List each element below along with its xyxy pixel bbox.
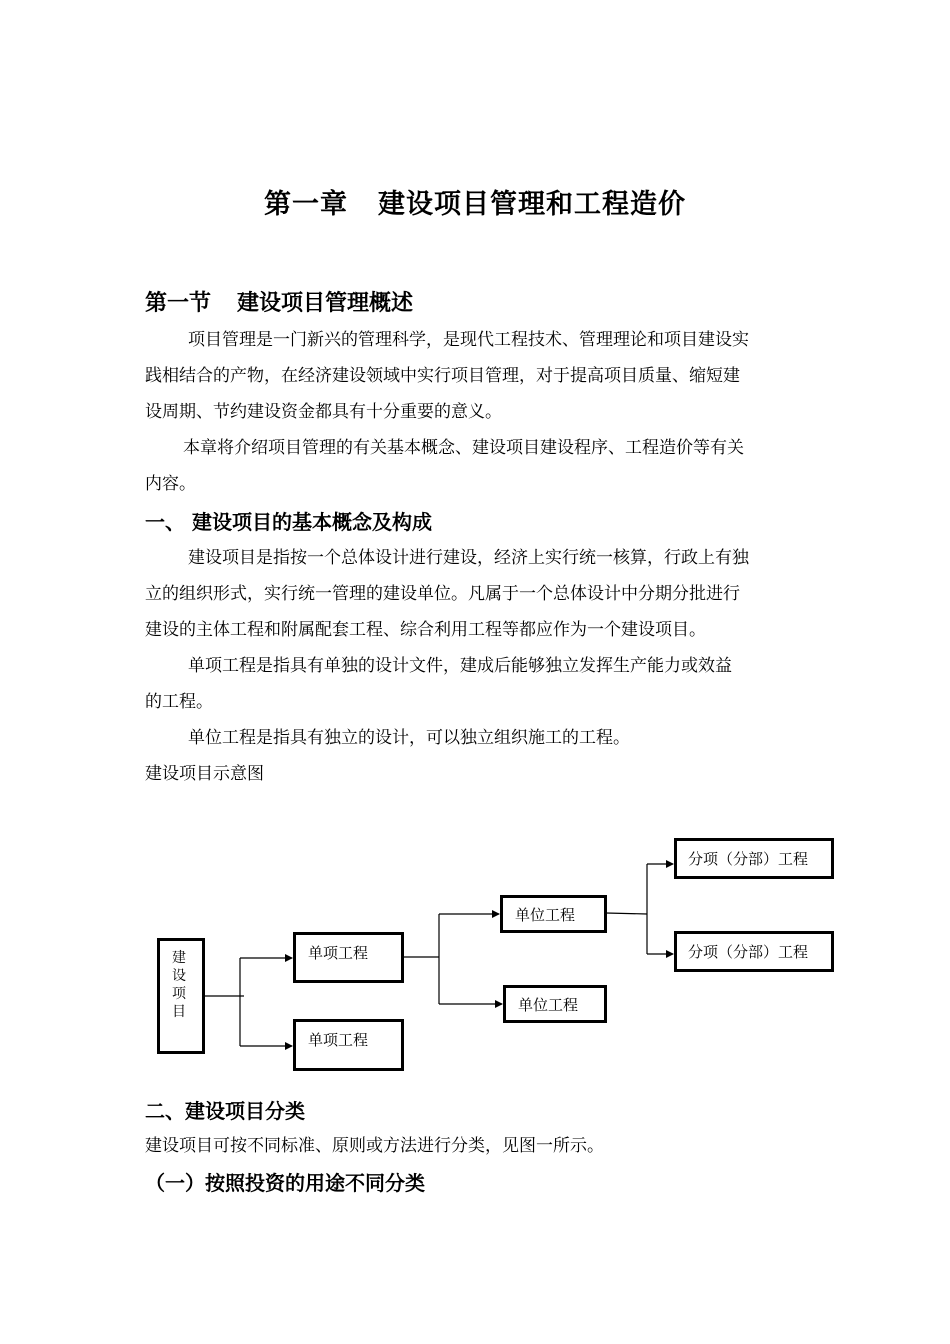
diagram-sub-item-2 — [674, 931, 834, 972]
subsection1-para1-line2: 立的组织形式，实行统一管理的建设单位。凡属于一个总体设计中分期分批进行 — [145, 584, 740, 604]
chapter-label: 第一章 — [264, 189, 348, 220]
subsection1-para1-line1: 建设项目是指按一个总体设计进行建设，经济上实行统一核算，行政上有独 — [188, 548, 749, 568]
section-para1-line1: 项目管理是一门新兴的管理科学，是现代工程技术、管理理论和项目建设实 — [188, 330, 749, 350]
unit-2-label: 单位工程 — [518, 996, 579, 1014]
diagram-caption: 建设项目示意图 — [145, 764, 264, 784]
diagram-root-label: 建设项目 — [172, 950, 186, 1020]
section-para2-line1: 本章将介绍项目管理的有关基本概念、建设项目建设程序、工程造价等有关 — [183, 438, 744, 458]
subsection1-para2-line1: 单项工程是指具有单独的设计文件，建成后能够独立发挥生产能力或效益 — [188, 656, 732, 676]
subsection2-heading: 二、建设项目分类 — [145, 1099, 305, 1123]
section-para1-line2: 践相结合的产物，在经济建设领域中实行项目管理，对于提高项目质量、缩短建 — [145, 366, 740, 386]
subsection1-heading: 一、 建设项目的基本概念及构成 — [145, 510, 432, 534]
subsection2-para1: 建设项目可按不同标准、原则或方法进行分类，见图一所示。 — [145, 1136, 604, 1156]
section-label: 第一节 — [145, 290, 212, 316]
diagram-single-item-2 — [293, 1019, 404, 1071]
chapter-title-text: 建设项目管理和工程造价 — [378, 189, 686, 220]
diagram-single-item-1 — [293, 932, 404, 983]
sub-item-2-label: 分项（分部）工程 — [688, 943, 809, 961]
section-title: 建设项目管理概述 — [237, 290, 414, 316]
sub-item-1-label: 分项（分部）工程 — [688, 850, 809, 868]
connector-unit — [606, 913, 647, 914]
subsection1-para3-line1: 单位工程是指具有独立的设计，可以独立组织施工的工程。 — [188, 728, 630, 748]
single-item-2-label: 单项工程 — [308, 1031, 369, 1049]
subsection1-para1-line3: 建设的主体工程和附属配套工程、综合利用工程等都应作为一个建设项目。 — [145, 620, 706, 640]
single-item-1-label: 单项工程 — [308, 944, 369, 962]
diagram-unit-1 — [500, 895, 607, 933]
subsection1-para2-line2: 的工程。 — [145, 692, 213, 712]
subsection2-sub-heading: （一）按照投资的用途不同分类 — [145, 1171, 425, 1195]
diagram-root-box — [157, 938, 205, 1054]
section-para1-line3: 设周期、节约建设资金都具有十分重要的意义。 — [145, 402, 502, 422]
diagram-unit-2 — [503, 985, 607, 1023]
section-para2-line2: 内容。 — [145, 474, 196, 494]
diagram-sub-item-1 — [674, 838, 834, 879]
unit-1-label: 单位工程 — [515, 906, 576, 924]
